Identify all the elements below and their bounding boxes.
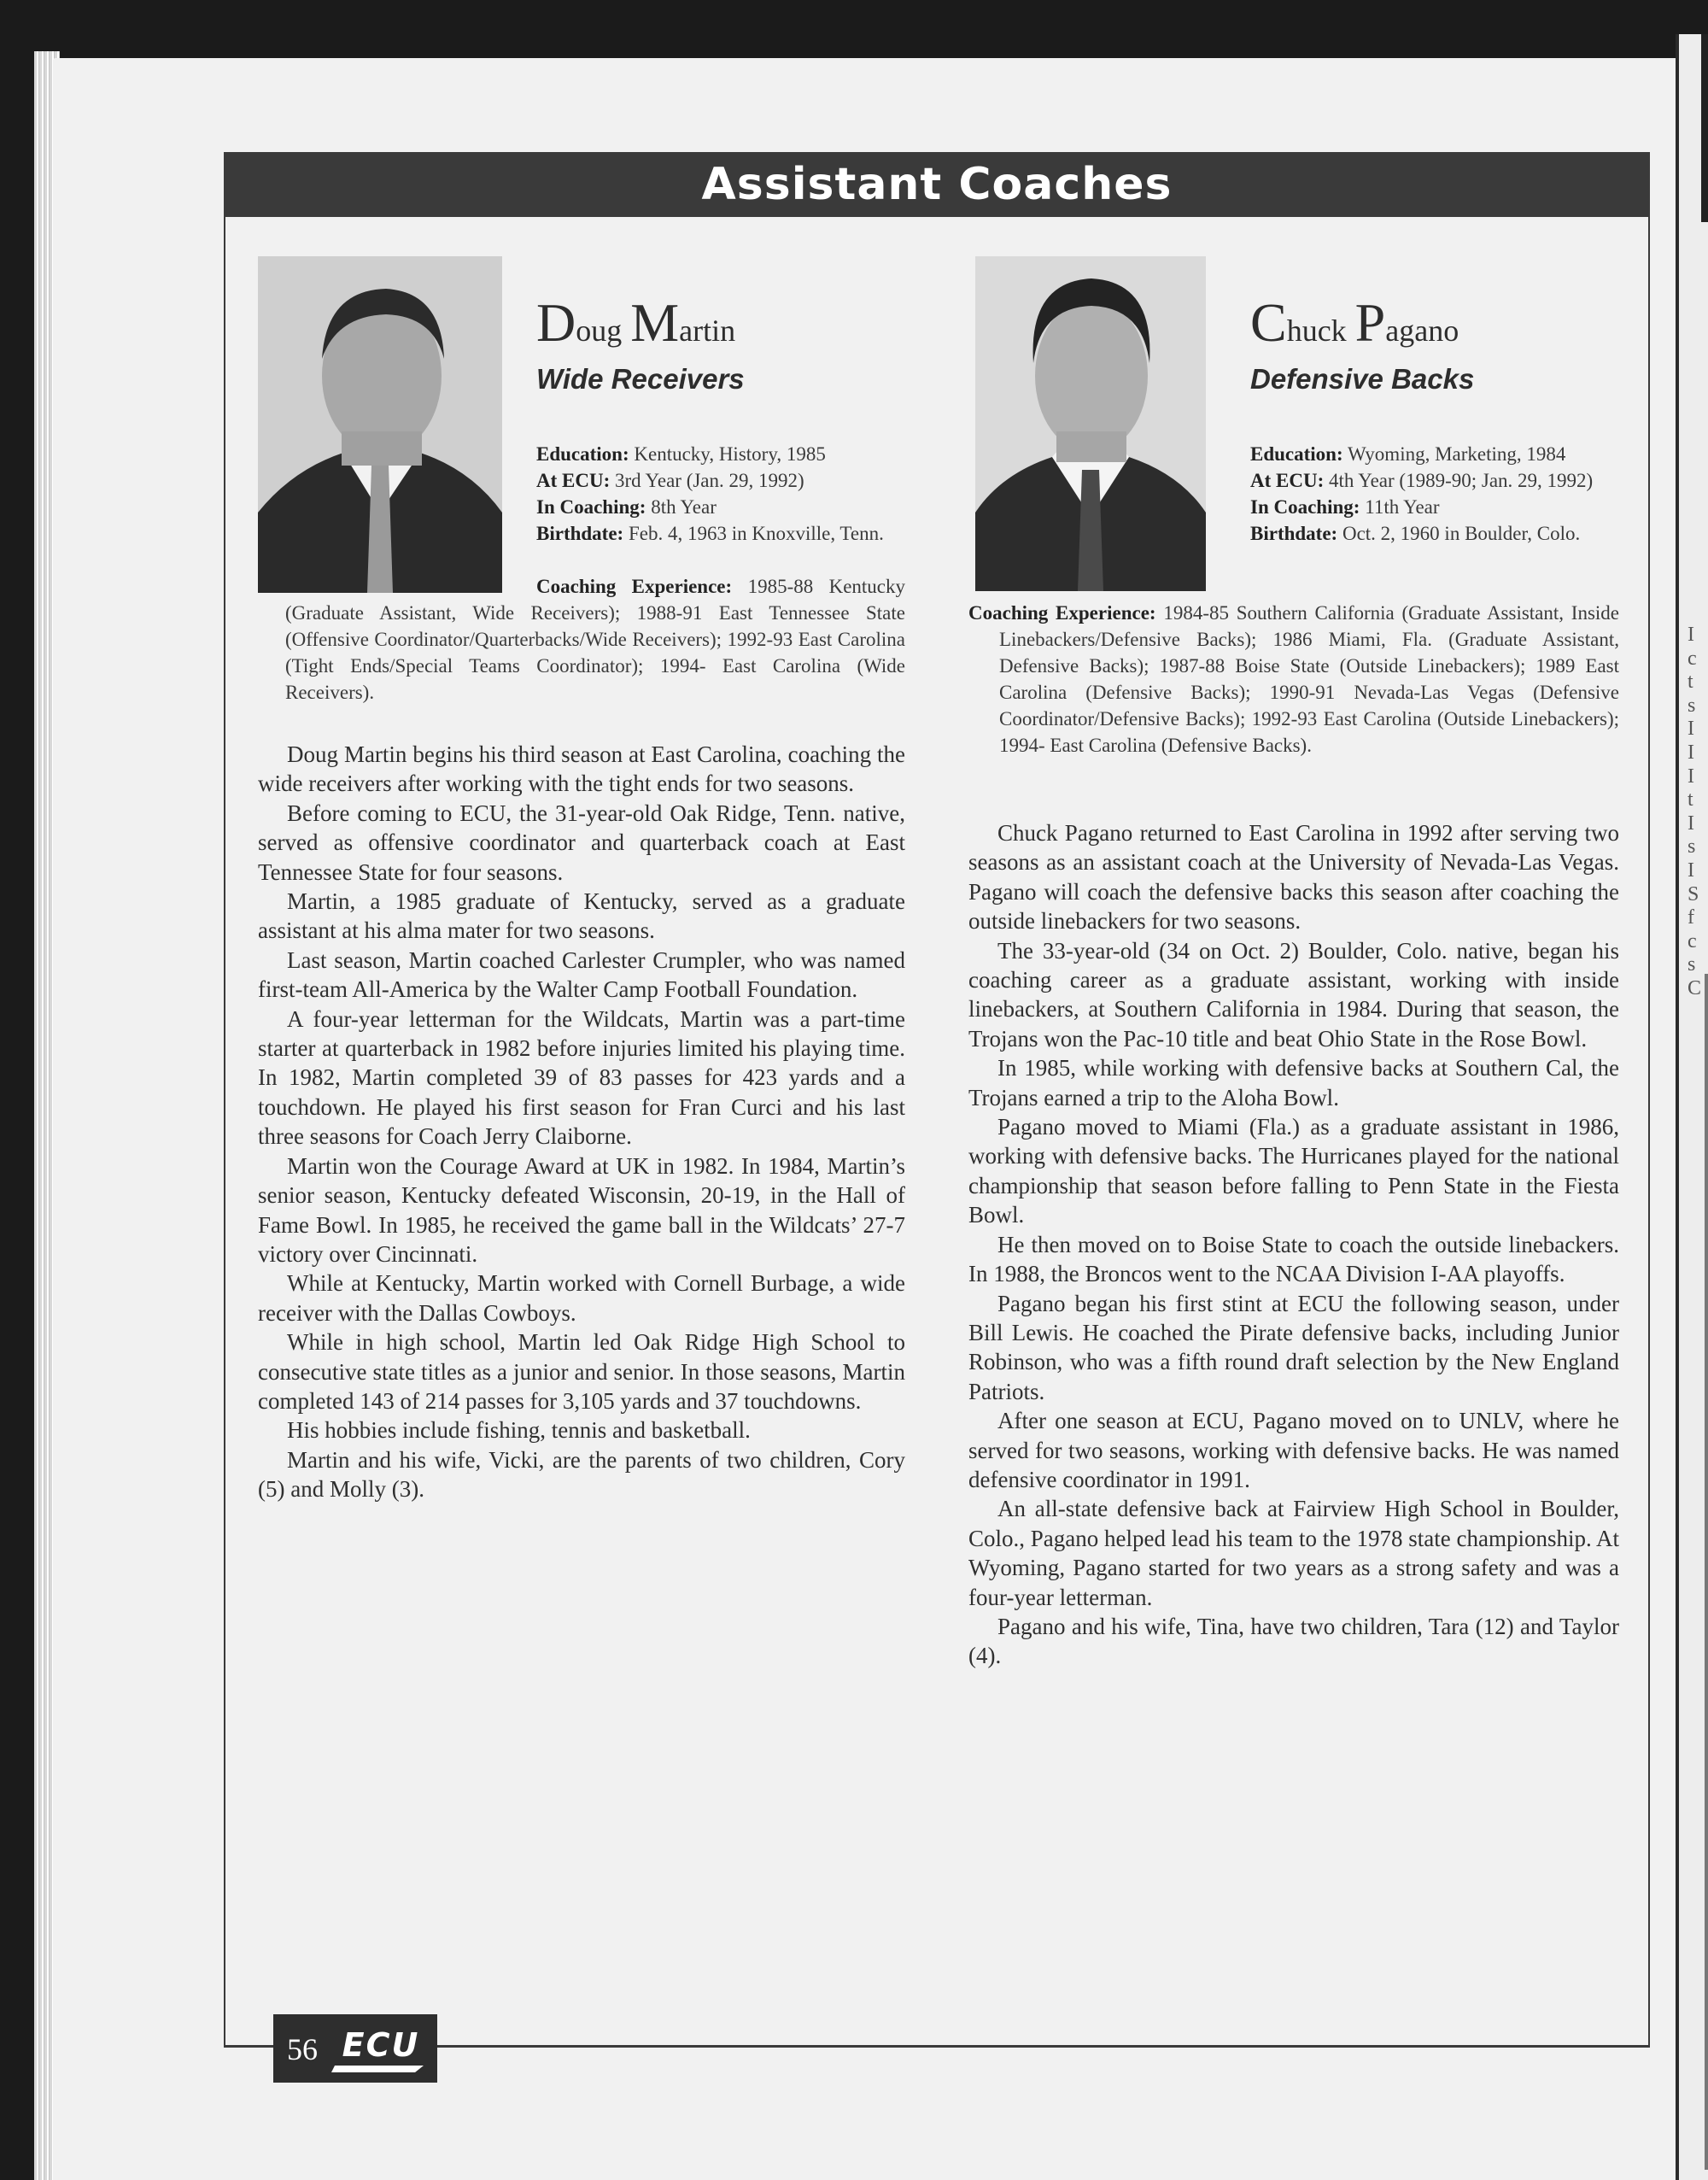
fact-value: 8th Year bbox=[651, 496, 717, 518]
bio-paragraph: While in high school, Martin led Oak Ridge High School to consecutive state titles as a junior and senior. In those seasons, Martin completed 143 of 214 passes for 3,105 yards and 37 touchdowns. bbox=[258, 1329, 905, 1414]
bio-paragraph: Before coming to ECU, the 31-year-old Oak Ridge, Tenn. native, served as offensive coordinator and quarterback coach at East Tennessee State for four seasons. bbox=[258, 800, 905, 885]
bio-paragraph: An all-state defensive back at Fairview High School in Boulder, Colo., Pagano helped lead his team to the 1978 state championship. At Wyoming, Pagano started for two years as a strong safety and was a four-year letterman. bbox=[968, 1496, 1619, 1610]
bio-paragraph: He then moved on to Boise State to coach the outside linebackers. In 1988, the Broncos went to the NCAA Division I-AA playoffs. bbox=[968, 1231, 1619, 1287]
adjacent-page-frame bbox=[1705, 974, 1708, 2170]
name-rest: agano bbox=[1385, 314, 1459, 348]
coach-facts-martin bbox=[536, 441, 905, 547]
bio-paragraph: His hobbies include fishing, tennis and basketball. bbox=[287, 1417, 751, 1444]
coach-facts-pagano bbox=[1250, 441, 1623, 547]
coach-photo-martin bbox=[258, 256, 502, 593]
bio-paragraph: Martin, a 1985 graduate of Kentucky, served as a graduate assistant at his alma mater for two seasons. bbox=[258, 888, 905, 944]
bio-paragraph: Pagano moved to Miami (Fla.) as a graduate assistant in 1986, working with defensive backs. The Hurricanes played for the national championship that season before falling to Penn State in the Fiesta Bowl. bbox=[968, 1114, 1619, 1228]
fact-value: 4th Year (1989-90; Jan. 29, 1992) bbox=[1329, 470, 1594, 491]
fragment: I bbox=[1688, 741, 1694, 764]
fragment: s bbox=[1688, 694, 1696, 717]
page-number: 56 bbox=[287, 2032, 318, 2066]
name-rest: huck bbox=[1286, 314, 1347, 348]
fact-value: Kentucky, History, 1985 bbox=[634, 443, 826, 465]
coaching-experience-pagano bbox=[968, 600, 1619, 759]
fragment: I bbox=[1688, 718, 1694, 741]
fact-label: Education: bbox=[536, 443, 629, 465]
fact-value: 11th Year bbox=[1365, 496, 1440, 518]
adjacent-page-fragments bbox=[1688, 624, 1708, 1001]
fragment: I bbox=[1688, 624, 1694, 646]
experience-text: 1985-88 Kentucky (Graduate Assistant, Wide Receivers); 1988-91 East Tennessee State (Offensive Coordinator/Quarterbacks/Wide Receivers); 1992-93 East Carolina (Tight Ends/Special Teams Coordinator); 1994- East Carolina (Wide Receivers). bbox=[285, 576, 906, 703]
fact-value: Wyoming, Marketing, 1984 bbox=[1347, 443, 1566, 465]
fact-row bbox=[536, 494, 905, 520]
coach-photo-pagano bbox=[975, 256, 1206, 591]
page-title: Assistant Coaches bbox=[224, 152, 1650, 217]
coach-name-martin bbox=[536, 292, 744, 353]
fragment: c bbox=[1688, 647, 1697, 670]
fact-row bbox=[1250, 520, 1623, 547]
fragment: I bbox=[1688, 812, 1694, 835]
bio-paragraph: Pagano and his wife, Tina, have two children, Tara (12) and Taylor (4). bbox=[968, 1613, 1619, 1669]
fragment: I bbox=[1688, 859, 1694, 882]
coach-name-pagano bbox=[1250, 292, 1467, 353]
name-initial: C bbox=[1250, 292, 1287, 353]
logo-text: ECU bbox=[342, 2026, 420, 2064]
bio-paragraph: The 33-year-old (34 on Oct. 2) Boulder, Colo. native, began his coaching career as a graduate assistant, working with inside linebackers, at Southern California in 1984. During that season, the Trojans won the Pac-10 title and beat Ohio State in the Rose Bowl. bbox=[968, 937, 1619, 1052]
bio-paragraph: In 1985, while working with defensive backs at Southern Cal, the Trojans earned a trip to the Aloha Bowl. bbox=[968, 1055, 1619, 1111]
coach-bio-pagano bbox=[968, 818, 1619, 1671]
fragment: t bbox=[1688, 788, 1693, 812]
fact-label: Birthdate: bbox=[1250, 523, 1338, 544]
coaching-experience-martin bbox=[285, 573, 905, 706]
bio-paragraph: Chuck Pagano returned to East Carolina in 1992 after serving two seasons as an assistant coach at the University of Nevada-Las Vegas. Pagano will coach the defensive backs this season after coaching the outside linebackers for two seasons. bbox=[968, 820, 1619, 935]
fragment: t bbox=[1688, 671, 1693, 694]
fragment: f bbox=[1688, 906, 1694, 929]
name-initial: D bbox=[536, 292, 576, 353]
experience-text: 1984-85 Southern California (Graduate Assistant, Inside Linebackers/Defensive Backs); 1986 Miami, Fla. (Graduate Assistant, Defensive Backs); 1987-88 Boise State (Outside Linebackers); 1989 East Carolina (Defensive Backs); 1990-91 Nevada-Las Vegas (Defensive Coordinator/Defensive Backs); 1992-93 East Carolina (Outside Linebackers); 1994- East Carolina (Defensive Backs). bbox=[999, 602, 1619, 756]
coach-bio-martin bbox=[258, 740, 905, 1504]
fact-row bbox=[536, 467, 905, 494]
footer-rule bbox=[437, 2046, 1650, 2048]
portrait-icon bbox=[258, 256, 502, 593]
adjacent-page bbox=[1676, 34, 1708, 2180]
fact-label: At ECU: bbox=[536, 470, 611, 491]
fragment: s bbox=[1688, 953, 1696, 976]
bio-paragraph: After one season at ECU, Pagano moved on to UNLV, where he served for two seasons, working with defensive backs. He was named defensive coordinator in 1991. bbox=[968, 1408, 1619, 1492]
fact-row bbox=[1250, 441, 1623, 467]
bio-paragraph: Martin and his wife, Vicki, are the parents of two children, Cory (5) and Molly (3). bbox=[258, 1446, 905, 1503]
fragment: c bbox=[1688, 929, 1697, 952]
bio-paragraph: Martin won the Courage Award at UK in 1982. In 1984, Martin’s senior season, Kentucky defeated Wisconsin, 20-19, in the Hall of Fame Bowl. In 1985, he received the game ball in the Wildcats’ 27-7 victory over Cincinnati. bbox=[258, 1152, 905, 1267]
bio-paragraph: While at Kentucky, Martin worked with Cornell Burbage, a wide receiver with the Dallas Cowboys. bbox=[258, 1270, 905, 1326]
bio-paragraph: Last season, Martin coached Carlester Crumpler, who was named first-team All-America by the Walter Camp Football Foundation. bbox=[258, 946, 905, 1003]
fact-value: Oct. 2, 1960 in Boulder, Colo. bbox=[1342, 523, 1581, 544]
experience-label: Coaching Experience: bbox=[968, 602, 1156, 624]
portrait-icon bbox=[975, 256, 1206, 591]
bio-paragraph: Pagano began his first stint at ECU the following season, under Bill Lewis. He coached the Pirate defensive backs, including Junior Robinson, who was a fifth round draft selection by the New England Patriots. bbox=[968, 1290, 1619, 1404]
fragment: C bbox=[1688, 976, 1702, 999]
name-initial: P bbox=[1354, 292, 1386, 353]
ecu-logo bbox=[330, 2023, 432, 2074]
fact-row bbox=[536, 441, 905, 467]
adjacent-page-header-bar bbox=[1701, 34, 1708, 222]
fact-row bbox=[536, 520, 905, 547]
page-number-box bbox=[273, 2014, 437, 2083]
name-rest: oug bbox=[576, 314, 623, 348]
bio-paragraph: Doug Martin begins his third season at East Carolina, coaching the wide receivers after working with the tight ends for two seasons. bbox=[258, 741, 905, 797]
fact-label: Education: bbox=[1250, 443, 1343, 465]
experience-label: Coaching Experience: bbox=[536, 576, 733, 597]
fact-row bbox=[1250, 467, 1623, 494]
name-rest: artin bbox=[679, 314, 736, 348]
fragment: I bbox=[1688, 765, 1694, 788]
fact-label: Birthdate: bbox=[536, 523, 624, 544]
fact-row bbox=[1250, 494, 1623, 520]
fragment: s bbox=[1688, 835, 1696, 859]
fact-label: In Coaching: bbox=[536, 496, 646, 518]
coach-position-pagano: Defensive Backs bbox=[1250, 363, 1475, 395]
bio-paragraph: A four-year letterman for the Wildcats, Martin was a part-time starter at quarterback in 1982 before injuries limited his playing time. In 1982, Martin completed 39 of 83 passes for 423 yards and a touchdown. He played his first season for Fran Curci and his last three seasons for Coach Jerry Claiborne. bbox=[258, 1005, 905, 1150]
coach-position-martin: Wide Receivers bbox=[536, 363, 745, 395]
fragment: S bbox=[1688, 882, 1699, 905]
fact-value: 3rd Year (Jan. 29, 1992) bbox=[615, 470, 804, 491]
fact-label: In Coaching: bbox=[1250, 496, 1360, 518]
fact-value: Feb. 4, 1963 in Knoxville, Tenn. bbox=[628, 523, 884, 544]
fact-label: At ECU: bbox=[1250, 470, 1325, 491]
name-initial: M bbox=[630, 292, 680, 353]
footer-rule bbox=[224, 2046, 275, 2048]
